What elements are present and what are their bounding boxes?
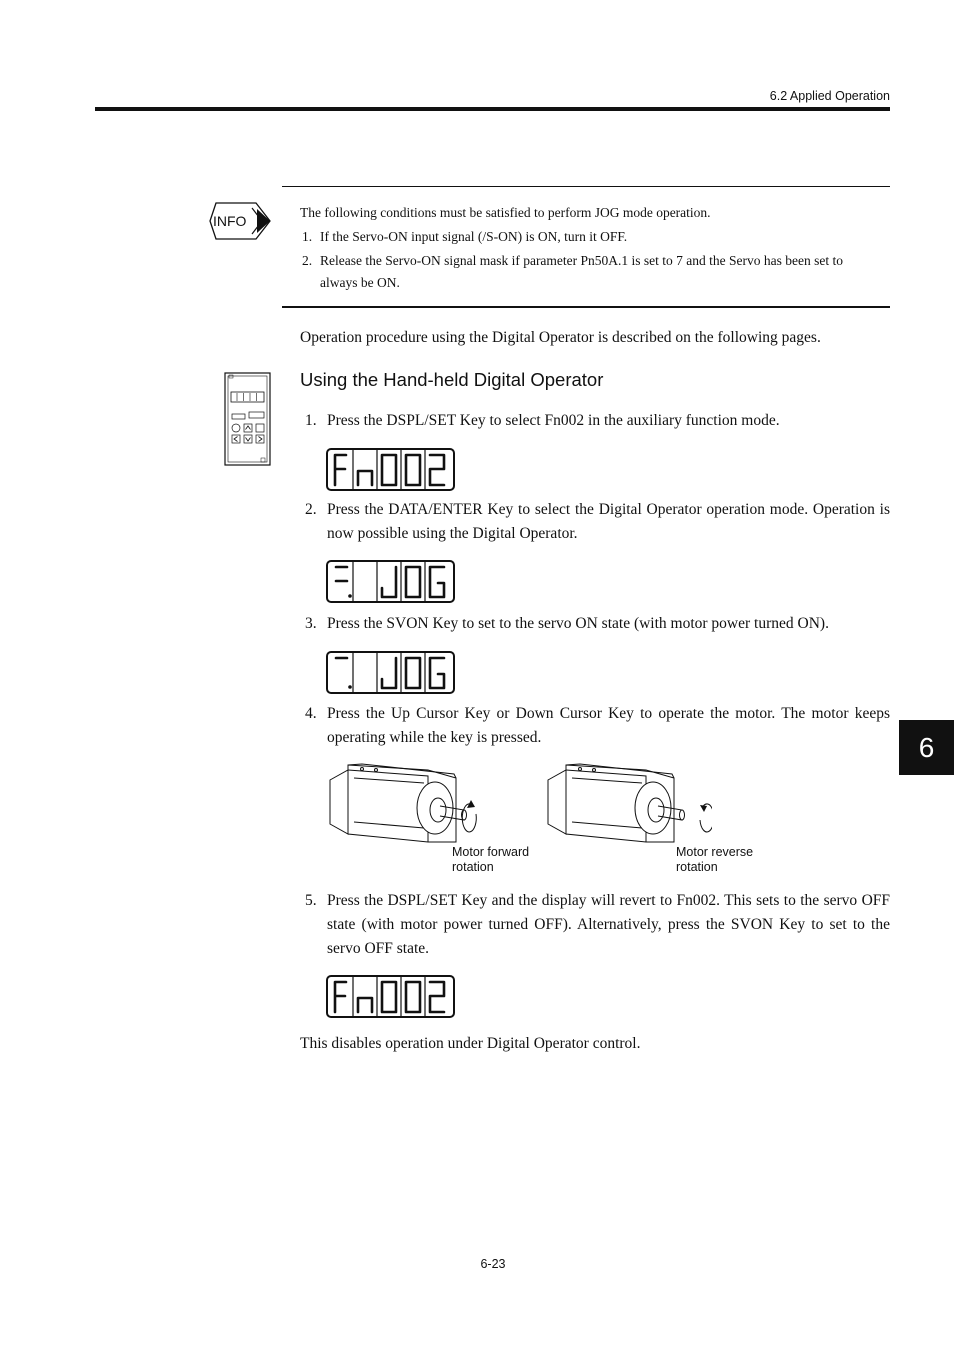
step-text: Press the Up Cursor Key or Down Cursor Key to operate the motor. The motor keeps operating while the key is pressed. — [327, 705, 890, 746]
section-heading: Using the Hand-held Digital Operator — [300, 369, 604, 390]
caption-line: Motor reverse — [676, 845, 754, 859]
chapter-tab: 6 — [899, 720, 954, 775]
step-number: 1. — [305, 412, 317, 429]
lcd-display-fn002 — [326, 448, 456, 492]
step-text: Press the DATA/ENTER Key to select the Digital Operator operation mode. Operation is now possible using the Digital Operator. — [327, 501, 890, 542]
info-lead: The following conditions must be satisfied to perform JOG mode operation. — [300, 205, 711, 220]
caption-line: Motor forward — [452, 845, 530, 859]
step-item — [305, 889, 890, 961]
motor-forward-rotation-illustration — [326, 762, 494, 844]
motor-forward-caption — [452, 845, 529, 875]
lcd-display-jog-servo-on — [326, 651, 456, 695]
header-rule — [95, 107, 890, 111]
caption-line: rotation — [676, 860, 718, 874]
step-item — [305, 612, 890, 636]
closing-paragraph: This disables operation under Digital Operator control. — [300, 1035, 641, 1052]
info-item — [302, 226, 880, 248]
info-box-bottom-rule — [282, 306, 890, 308]
info-item-text: If the Servo-ON input signal (/S-ON) is ON, turn it OFF. — [320, 229, 628, 244]
lcd-display-jog-servo-off — [326, 560, 456, 604]
info-item-number: 1. — [302, 229, 313, 244]
step-number: 2. — [305, 501, 317, 518]
digital-operator-icon — [224, 372, 272, 468]
info-box-top-rule — [282, 186, 890, 187]
info-item-text: Release the Servo-ON signal mask if parameter Pn50A.1 is set to 7 and the Servo has been set to always be ON. — [320, 253, 843, 290]
lcd-display-fn002 — [326, 975, 456, 1019]
info-item — [302, 250, 890, 294]
step-number: 5. — [305, 892, 317, 909]
info-icon — [208, 200, 274, 242]
caption-line: rotation — [452, 860, 494, 874]
info-item-number: 2. — [302, 253, 313, 268]
step-number: 3. — [305, 615, 317, 632]
step-text: Press the DSPL/SET Key and the display will revert to Fn002. This sets to the servo OFF state (with motor power turned OFF). Alternatively, press the SVON Key to set to the servo OFF state. — [327, 892, 890, 957]
running-header: 6.2 Applied Operation — [769, 89, 890, 103]
page-number: 6-23 — [480, 1257, 506, 1271]
step-item — [305, 702, 890, 750]
step-text: Press the DSPL/SET Key to select Fn002 in the auxiliary function mode. — [327, 412, 780, 429]
step-item — [305, 409, 890, 433]
motor-reverse-rotation-illustration — [544, 762, 712, 844]
step-item — [305, 498, 890, 546]
step-text: Press the SVON Key to set to the servo ON state (with motor power turned ON). — [327, 615, 829, 632]
motor-reverse-caption — [676, 845, 753, 875]
intro-paragraph: Operation procedure using the Digital Operator is described on the following pages. — [300, 329, 821, 346]
step-number: 4. — [305, 705, 317, 722]
info-icon-label: INFO — [213, 213, 247, 229]
